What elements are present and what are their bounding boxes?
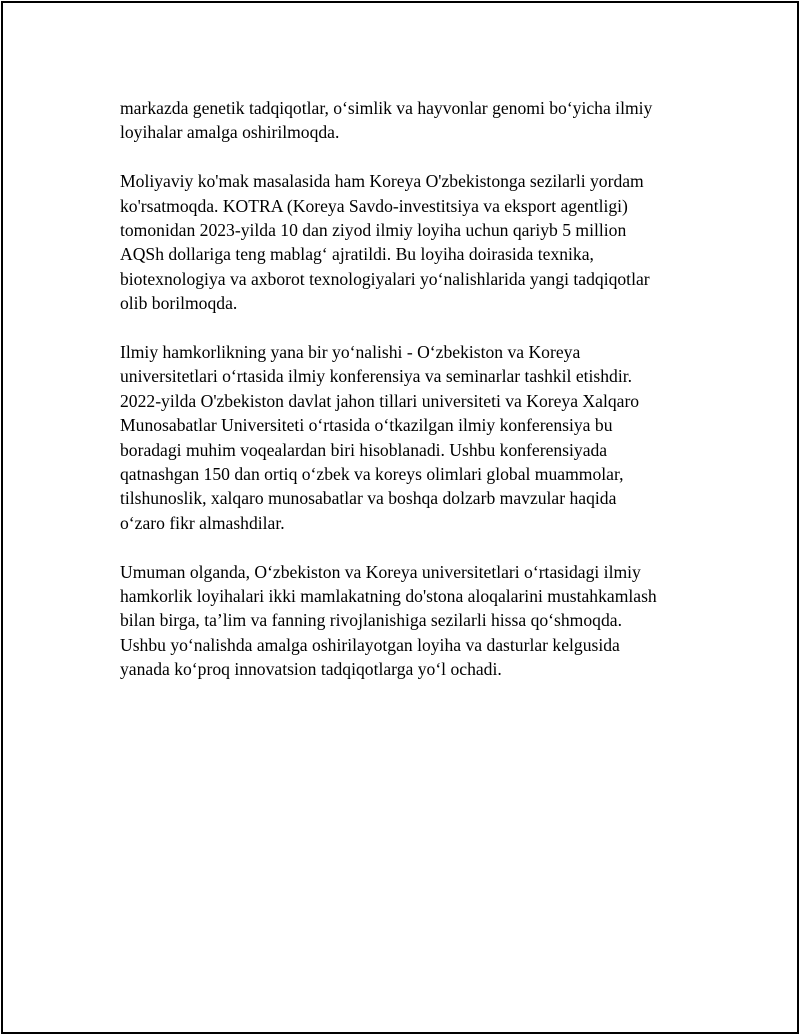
text-line: bilan birga, ta’lim va fanning rivojlanishiga sezilarli hissa qo‘shmoqda. [120, 610, 622, 631]
text-line: loyihalar amalga oshirilmoqda. [120, 122, 340, 143]
text-line: Umuman olganda, O‘zbekiston va Koreya universitetlari o‘rtasidagi ilmiy [120, 561, 641, 582]
paragraph-genetic-research [120, 96, 700, 145]
text-line: Munosabatlar Universiteti o‘rtasida o‘tkazilgan ilmiy konferensiya bu [120, 415, 613, 436]
text-line: 2022-yilda O'zbekiston davlat jahon tillari universiteti va Koreya Xalqaro [120, 390, 640, 411]
text-line: ko'rsatmoqda. KOTRA (Koreya Savdo-investitsiya va eksport agentligi) [120, 195, 628, 216]
text-line: hamkorlik loyihalari ikki mamlakatning do'stona aloqalarini mustahkamlash [120, 586, 657, 607]
text-line: o‘zaro fikr almashdilar. [120, 512, 285, 533]
text-line: AQSh dollariga teng mablag‘ ajratildi. Bu loyiha doirasida texnika, [120, 244, 594, 265]
text-line: qatnashgan 150 dan ortiq o‘zbek va koreys olimlari global muammolar, [120, 464, 624, 485]
text-line: boradagi muhim voqealardan biri hisoblanadi. Ushbu konferensiyada [120, 439, 608, 460]
text-line: tilshunoslik, xalqaro munosabatlar va boshqa dolzarb mavzular haqida [120, 488, 617, 509]
text-line: Moliyaviy ko'mak masalasida ham Koreya O'zbekistonga sezilarli yordam [120, 171, 644, 192]
page-frame [1, 1, 799, 1034]
document-body [120, 96, 700, 706]
text-line: yanada ko‘proq innovatsion tadqiqotlarga yo‘l ochadi. [120, 659, 502, 680]
text-line: Ilmiy hamkorlikning yana bir yo‘nalishi - O‘zbekiston va Koreya [120, 342, 581, 363]
text-line: biotexnologiya va axborot texnologiyalari yo‘nalishlarida yangi tadqiqotlar [120, 268, 650, 289]
text-line: markazda genetik tadqiqotlar, o‘simlik va hayvonlar genomi bo‘yicha ilmiy [120, 98, 653, 118]
paragraph-financial-support [120, 169, 700, 315]
text-line: universitetlari o‘rtasida ilmiy konferensiya va seminarlar tashkil etishdir. [120, 366, 633, 387]
text-line: olib borilmoqda. [120, 293, 238, 314]
paragraph-conclusion [120, 560, 700, 682]
text-line: Ushbu yo‘nalishda amalga oshirilayotgan loyiha va dasturlar kelgusida [120, 634, 620, 655]
text-line: tomonidan 2023-yilda 10 dan ziyod ilmiy loyiha uchun qariyb 5 million [120, 220, 627, 241]
paragraph-conferences [120, 340, 700, 535]
